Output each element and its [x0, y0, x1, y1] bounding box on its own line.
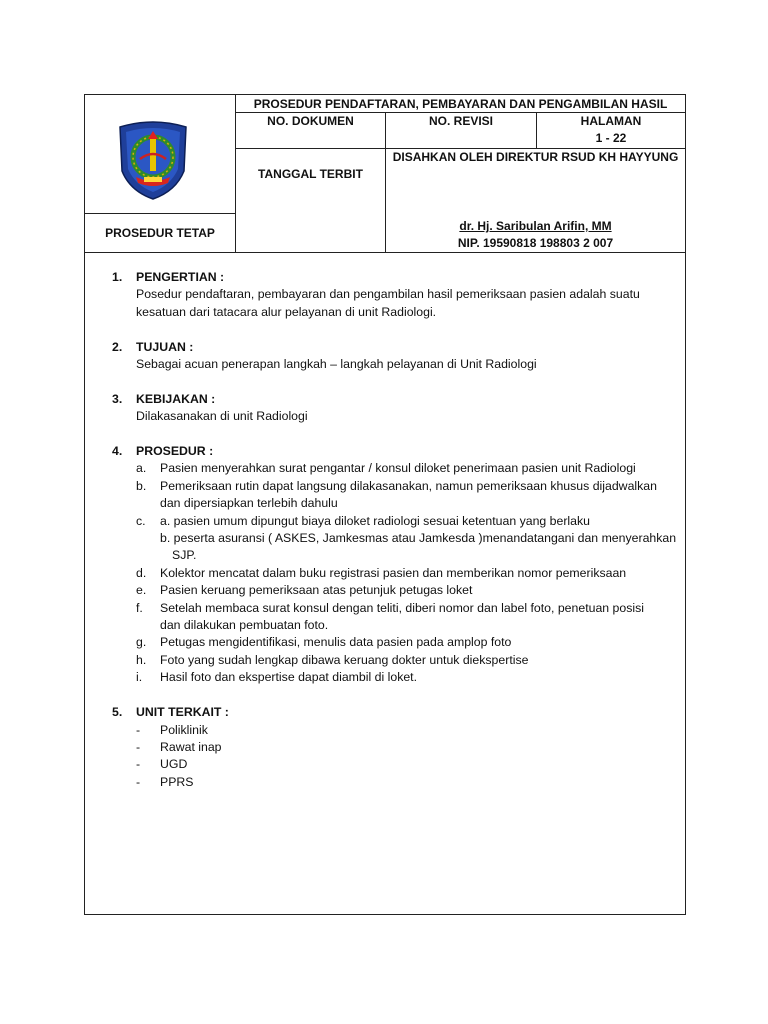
paragraph-line: Posedur pendaftaran, pembayaran dan pengambilan hasil pemeriksaan pasien adalah suatu	[136, 287, 640, 302]
section-title: TUJUAN :	[136, 339, 194, 354]
section-title: PROSEDUR :	[136, 444, 214, 459]
paragraph-line: Dilakasanakan di unit Radiologi	[136, 409, 308, 424]
list-text: Foto yang sudah lengkap dibawa keruang dokter untuk diekspertise	[160, 652, 529, 667]
list-item	[136, 669, 677, 686]
list-key: b.	[136, 478, 147, 493]
list-text: Petugas mengidentifikasi, menulis data pasien pada amplop foto	[160, 635, 512, 650]
list-text: Hasil foto dan ekspertise dapat diambil di loket.	[160, 670, 418, 685]
list-dash: -	[136, 774, 141, 789]
grid-line	[235, 112, 685, 113]
section-pengertian	[112, 269, 677, 321]
halaman-label: HALAMAN	[580, 114, 642, 128]
section-number: 1.	[112, 270, 123, 284]
unit-name: UGD	[160, 757, 188, 772]
unit-item	[136, 722, 677, 739]
list-key: d.	[136, 565, 147, 580]
list-item	[136, 565, 677, 582]
paragraph-line: kesatuan dari tatacara alur pelayanan di unit Radiologi.	[136, 304, 437, 319]
section-unit-terkait	[112, 704, 677, 791]
list-key: g.	[136, 635, 147, 650]
list-text: b. peserta asuransi ( ASKES, Jamkesmas atau Jamkesda )menandatangani dan menyerahkan	[160, 531, 677, 546]
unit-item	[136, 774, 677, 791]
signatory-nip: NIP. 19590818 198803 2 007	[457, 236, 614, 250]
section-title: KEBIJAKAN :	[136, 391, 216, 406]
list-text: Pemeriksaan rutin dapat langsung dilakasanakan, namun pemeriksaan khusus dijadwalkan	[160, 478, 657, 493]
section-title: PENGERTIAN :	[136, 270, 225, 284]
list-text: a. pasien umum dipungut biaya diloket radiologi sesuai ketentuan yang berlaku	[160, 513, 590, 528]
list-item	[136, 634, 677, 651]
grid-line	[85, 252, 685, 253]
list-item	[136, 652, 677, 669]
section-title: UNIT TERKAIT :	[136, 705, 229, 720]
list-item	[136, 478, 677, 513]
list-text: Pasien keruang pemeriksaan atas petunjuk petugas loket	[160, 583, 473, 598]
section-tujuan	[112, 339, 677, 374]
list-item	[136, 460, 677, 477]
prosedur-tetap-label: PROSEDUR TETAP	[105, 226, 215, 240]
list-item	[136, 513, 677, 565]
section-number: 2.	[112, 339, 123, 354]
list-item	[136, 600, 677, 635]
list-key: a.	[136, 461, 147, 476]
list-key: h.	[136, 652, 147, 667]
list-item	[136, 582, 677, 599]
list-dash: -	[136, 722, 141, 737]
list-text: SJP.	[172, 548, 197, 563]
document-title: PROSEDUR PENDAFTARAN, PEMBAYARAN DAN PENGAMBILAN HASIL	[253, 97, 668, 111]
list-dash: -	[136, 739, 141, 754]
unit-item	[136, 756, 677, 773]
paragraph-line: Sebagai acuan penerapan langkah – langkah pelayanan di Unit Radiologi	[136, 357, 537, 372]
list-key: i.	[136, 670, 143, 685]
grid-line	[85, 213, 235, 214]
section-kebijakan	[112, 391, 677, 426]
list-key: e.	[136, 583, 147, 598]
halaman-value: 1 - 22	[595, 131, 627, 145]
section-prosedur	[112, 443, 677, 687]
list-key: c.	[136, 513, 146, 528]
section-number: 3.	[112, 391, 123, 406]
signatory-name: dr. Hj. Saribulan Arifin, MM	[459, 219, 612, 233]
list-key: f.	[136, 600, 143, 615]
disahkan-label: DISAHKAN OLEH DIREKTUR RSUD KH HAYYUNG	[392, 150, 679, 164]
section-number: 4.	[112, 444, 123, 459]
unit-name: Rawat inap	[160, 739, 222, 754]
list-text: Kolektor mencatat dalam buku registrasi pasien dan memberikan nomor pemeriksaan	[160, 565, 627, 580]
list-text: dan dilakukan pembuatan foto.	[160, 618, 329, 633]
regional-emblem-icon	[114, 119, 192, 201]
unit-name: PPRS	[160, 774, 194, 789]
tanggal-terbit-label: TANGGAL TERBIT	[258, 167, 363, 181]
list-text: dan dipersiapkan terlebih dahulu	[160, 496, 338, 511]
list-text: Pasien menyerahkan surat pengantar / konsul diloket penerimaan pasien unit Radiologi	[160, 461, 636, 476]
document-frame	[84, 94, 686, 915]
list-text: Setelah membaca surat konsul dengan teliti, diberi nomor dan label foto, penetuan posisi	[160, 600, 644, 615]
no-revisi-label: NO. REVISI	[428, 114, 493, 128]
document-body	[112, 269, 677, 809]
no-dokumen-label: NO. DOKUMEN	[267, 114, 354, 128]
section-number: 5.	[112, 705, 123, 720]
unit-name: Poliklinik	[160, 722, 208, 737]
grid-line	[235, 148, 685, 149]
list-dash: -	[136, 757, 141, 772]
unit-item	[136, 739, 677, 756]
